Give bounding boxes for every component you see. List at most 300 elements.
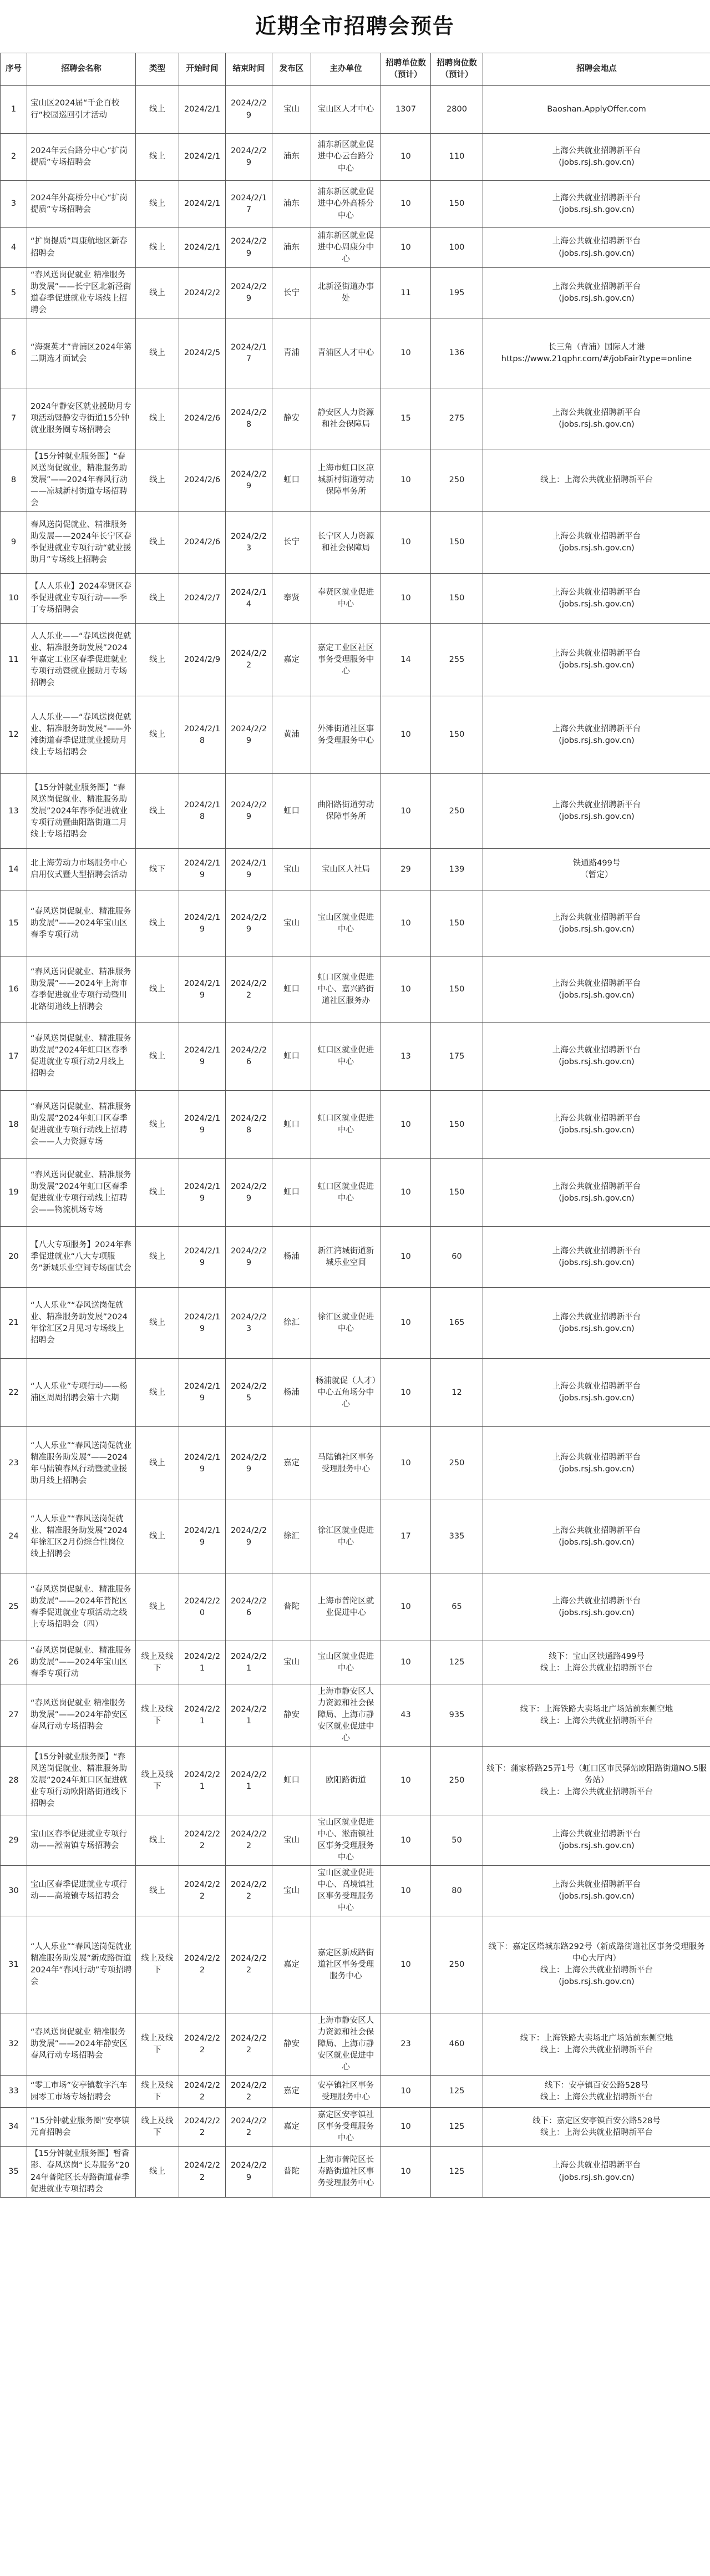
table-row xyxy=(1,1159,710,1227)
cell-no: 26 xyxy=(1,1641,27,1684)
cell-units: 10 xyxy=(381,134,431,181)
cell-name: 北上海劳动力市场服务中心启用仪式暨大型招聘会活动 xyxy=(27,849,136,890)
cell-type: 线上及线下 xyxy=(136,1684,179,1747)
cell-type: 线上 xyxy=(136,228,179,268)
cell-end: 2024/2/29 xyxy=(226,1227,272,1288)
cell-start: 2024/2/18 xyxy=(179,696,226,774)
cell-organizer: 上海市普陀区就业促进中心 xyxy=(311,1573,381,1641)
cell-jobs: 250 xyxy=(431,774,483,849)
cell-type: 线上 xyxy=(136,1427,179,1500)
cell-jobs: 150 xyxy=(431,957,483,1023)
table-row xyxy=(1,574,710,624)
cell-start: 2024/2/19 xyxy=(179,1500,226,1573)
cell-jobs: 250 xyxy=(431,1916,483,2013)
cell-name: 【15分钟就业服务圈】“春风送岗促就业、精准服务助发展”2024年虹口区促进就业专项行动欧阳路街道线下招聘会 xyxy=(27,1747,136,1815)
cell-end: 2024/2/29 xyxy=(226,1159,272,1227)
cell-end: 2024/2/22 xyxy=(226,1916,272,2013)
cell-units: 10 xyxy=(381,2076,431,2108)
cell-type: 线上 xyxy=(136,1359,179,1427)
cell-end: 2024/2/26 xyxy=(226,1023,272,1091)
table-row xyxy=(1,1815,710,1866)
cell-start: 2024/2/21 xyxy=(179,1684,226,1747)
cell-organizer: 虹口区就业促进中心 xyxy=(311,1091,381,1159)
cell-start: 2024/2/6 xyxy=(179,388,226,449)
cell-start: 2024/2/19 xyxy=(179,1359,226,1427)
cell-name: “春风送岗促就业、精准服务助发展”2024年虹口区春季促进就业专项行动线上招聘会——物流机场专场 xyxy=(27,1159,136,1227)
header-location: 招聘会地点 xyxy=(483,53,710,86)
cell-units: 17 xyxy=(381,1500,431,1573)
cell-no: 23 xyxy=(1,1427,27,1500)
cell-end: 2024/2/29 xyxy=(226,134,272,181)
table-row xyxy=(1,449,710,512)
cell-name: 【八大专项服务】2024年春季促进就业“八大专项服务”新城乐业空间专场面试会 xyxy=(27,1227,136,1288)
cell-district: 浦东 xyxy=(272,228,311,268)
cell-organizer: 宝山区就业促进中心、淞南镇社区事务受理服务中心 xyxy=(311,1815,381,1866)
cell-location: 上海公共就业招聘新平台 (jobs.rsj.sh.gov.cn) xyxy=(483,574,710,624)
cell-location: Baoshan.ApplyOffer.com xyxy=(483,86,710,134)
cell-organizer: 长宁区人力资源和社会保障局 xyxy=(311,512,381,574)
cell-end: 2024/2/17 xyxy=(226,318,272,388)
cell-jobs: 250 xyxy=(431,449,483,512)
cell-location: 上海公共就业招聘新平台 (jobs.rsj.sh.gov.cn) xyxy=(483,388,710,449)
cell-district: 虹口 xyxy=(272,957,311,1023)
cell-end: 2024/2/22 xyxy=(226,957,272,1023)
cell-start: 2024/2/7 xyxy=(179,574,226,624)
table-row xyxy=(1,1916,710,2013)
table-row xyxy=(1,849,710,890)
cell-name: “春风送岗促就业、精准服务助发展”——2024年普陀区春季促进就业专项活动之线上专场招聘会（四） xyxy=(27,1573,136,1641)
cell-no: 9 xyxy=(1,512,27,574)
cell-district: 宝山 xyxy=(272,86,311,134)
cell-units: 10 xyxy=(381,890,431,957)
cell-district: 宝山 xyxy=(272,1866,311,1916)
cell-type: 线上及线下 xyxy=(136,2076,179,2108)
cell-name: 【15分钟就业服务圈】“春风送岗促就业，精准服务助发展”——2024年春风行动——凉城新村街道专场招聘会 xyxy=(27,449,136,512)
cell-type: 线上 xyxy=(136,134,179,181)
cell-organizer: 虹口区就业促进中心、嘉兴路街道社区服务办 xyxy=(311,957,381,1023)
cell-district: 静安 xyxy=(272,388,311,449)
cell-no: 29 xyxy=(1,1815,27,1866)
cell-location: 上海公共就业招聘新平台 (jobs.rsj.sh.gov.cn) xyxy=(483,228,710,268)
cell-units: 14 xyxy=(381,624,431,696)
cell-end: 2024/2/17 xyxy=(226,181,272,228)
cell-type: 线上及线下 xyxy=(136,1916,179,2013)
cell-location: 上海公共就业招聘新平台 (jobs.rsj.sh.gov.cn) xyxy=(483,1023,710,1091)
cell-start: 2024/2/19 xyxy=(179,1427,226,1500)
cell-units: 10 xyxy=(381,1815,431,1866)
cell-location: 线下：嘉定区安亭镇百安公路528号 线上：上海公共就业招聘新平台 xyxy=(483,2108,710,2147)
cell-units: 10 xyxy=(381,1747,431,1815)
cell-jobs: 136 xyxy=(431,318,483,388)
cell-no: 2 xyxy=(1,134,27,181)
cell-organizer: 宝山区就业促进中心、高境镇社区事务受理服务中心 xyxy=(311,1866,381,1916)
header-organizer: 主办单位 xyxy=(311,53,381,86)
cell-district: 虹口 xyxy=(272,1159,311,1227)
table-row xyxy=(1,512,710,574)
cell-location: 上海公共就业招聘新平台 (jobs.rsj.sh.gov.cn) xyxy=(483,696,710,774)
cell-location: 线下：嘉定区塔城东路292号（新成路街道社区事务受理服务中心大厅内） 线上：上海公共就业招聘新平台 (jobs.rsj.sh.gov.cn) xyxy=(483,1916,710,2013)
cell-end: 2024/2/28 xyxy=(226,1091,272,1159)
cell-jobs: 150 xyxy=(431,696,483,774)
table-row xyxy=(1,1227,710,1288)
cell-end: 2024/2/29 xyxy=(226,890,272,957)
cell-district: 静安 xyxy=(272,2013,311,2076)
cell-no: 34 xyxy=(1,2108,27,2147)
table-row xyxy=(1,1866,710,1916)
cell-organizer: 马陆镇社区事务受理服务中心 xyxy=(311,1427,381,1500)
cell-jobs: 150 xyxy=(431,1091,483,1159)
table-row xyxy=(1,2147,710,2197)
cell-start: 2024/2/19 xyxy=(179,890,226,957)
cell-district: 普陀 xyxy=(272,2147,311,2197)
cell-start: 2024/2/6 xyxy=(179,512,226,574)
cell-organizer: 上海市静安区人力资源和社会保障局、上海市静安区就业促进中心 xyxy=(311,1684,381,1747)
cell-name: “人人乐业”“春风送岗促就业、精准服务助发展”2024年徐汇区2月见习专场线上招聘会 xyxy=(27,1288,136,1359)
cell-jobs: 195 xyxy=(431,268,483,318)
cell-type: 线上 xyxy=(136,388,179,449)
cell-jobs: 110 xyxy=(431,134,483,181)
cell-end: 2024/2/22 xyxy=(226,624,272,696)
cell-location: 上海公共就业招聘新平台 (jobs.rsj.sh.gov.cn) xyxy=(483,1288,710,1359)
cell-location: 上海公共就业招聘新平台 (jobs.rsj.sh.gov.cn) xyxy=(483,1091,710,1159)
cell-district: 宝山 xyxy=(272,849,311,890)
cell-no: 22 xyxy=(1,1359,27,1427)
cell-type: 线上 xyxy=(136,1500,179,1573)
cell-start: 2024/2/9 xyxy=(179,624,226,696)
cell-name: 人人乐业——“春风送岗促就业、精准服务助发展”——外滩街道春季促进就业援助月线上专场招聘会 xyxy=(27,696,136,774)
cell-location: 上海公共就业招聘新平台 (jobs.rsj.sh.gov.cn) xyxy=(483,512,710,574)
cell-organizer: 浦东新区就业促进中心云台路分中心 xyxy=(311,134,381,181)
cell-end: 2024/2/23 xyxy=(226,1288,272,1359)
cell-jobs: 150 xyxy=(431,574,483,624)
cell-organizer: 曲阳路街道劳动保障事务所 xyxy=(311,774,381,849)
cell-name: “春风送岗促就业、精准服务助发展”——2024年上海市春季促进就业专项行动暨川北路街道线上招聘会 xyxy=(27,957,136,1023)
header-units: 招聘单位数 （预计） xyxy=(381,53,431,86)
cell-units: 10 xyxy=(381,574,431,624)
table-row xyxy=(1,318,710,388)
cell-units: 15 xyxy=(381,388,431,449)
cell-location: 上海公共就业招聘新平台 (jobs.rsj.sh.gov.cn) xyxy=(483,1500,710,1573)
cell-organizer: 嘉定工业区社区事务受理服务中心 xyxy=(311,624,381,696)
cell-district: 青浦 xyxy=(272,318,311,388)
cell-units: 11 xyxy=(381,268,431,318)
cell-name: 宝山区2024届“千企百校行”校园巡回引才活动 xyxy=(27,86,136,134)
cell-organizer: 浦东新区就业促进中心外高桥分中心 xyxy=(311,181,381,228)
cell-location: 上海公共就业招聘新平台 (jobs.rsj.sh.gov.cn) xyxy=(483,890,710,957)
cell-jobs: 165 xyxy=(431,1288,483,1359)
header-jobs: 招聘岗位数 （预计） xyxy=(431,53,483,86)
cell-units: 10 xyxy=(381,957,431,1023)
cell-name: “人人乐业”“春风送岗促就业、精准服务助发展”2024年徐汇区2月份综合性岗位线上招聘会 xyxy=(27,1500,136,1573)
cell-units: 10 xyxy=(381,181,431,228)
cell-type: 线上 xyxy=(136,1815,179,1866)
cell-organizer: 浦东新区就业促进中心周康分中心 xyxy=(311,228,381,268)
cell-name: “春风送岗促就业 精准服务助发展”——2024年静安区春风行动专场招聘会 xyxy=(27,1684,136,1747)
cell-district: 虹口 xyxy=(272,1747,311,1815)
header-district: 发布区 xyxy=(272,53,311,86)
cell-units: 1307 xyxy=(381,86,431,134)
cell-type: 线上 xyxy=(136,1091,179,1159)
cell-no: 13 xyxy=(1,774,27,849)
cell-start: 2024/2/19 xyxy=(179,957,226,1023)
table-row xyxy=(1,2076,710,2108)
cell-no: 24 xyxy=(1,1500,27,1573)
table-row xyxy=(1,134,710,181)
header-end: 结束时间 xyxy=(226,53,272,86)
cell-units: 10 xyxy=(381,1916,431,2013)
cell-end: 2024/2/22 xyxy=(226,1866,272,1916)
cell-no: 14 xyxy=(1,849,27,890)
cell-jobs: 935 xyxy=(431,1684,483,1747)
cell-organizer: 青浦区人才中心 xyxy=(311,318,381,388)
cell-units: 10 xyxy=(381,228,431,268)
cell-district: 宝山 xyxy=(272,890,311,957)
cell-name: “春风送岗促就业、精准服务助发展”——2024年宝山区春季专项行动 xyxy=(27,890,136,957)
header-start: 开始时间 xyxy=(179,53,226,86)
cell-no: 21 xyxy=(1,1288,27,1359)
cell-organizer: 杨浦就促（人才）中心五角场分中心 xyxy=(311,1359,381,1427)
cell-organizer: 嘉定区新成路街道社区事务受理服务中心 xyxy=(311,1916,381,2013)
cell-location: 上海公共就业招聘新平台 (jobs.rsj.sh.gov.cn) xyxy=(483,1866,710,1916)
cell-end: 2024/2/22 xyxy=(226,2108,272,2147)
cell-units: 10 xyxy=(381,1866,431,1916)
cell-location: 上海公共就业招聘新平台 (jobs.rsj.sh.gov.cn) xyxy=(483,1427,710,1500)
cell-end: 2024/2/19 xyxy=(226,849,272,890)
cell-type: 线上 xyxy=(136,268,179,318)
cell-district: 嘉定 xyxy=(272,624,311,696)
cell-organizer: 上海市虹口区凉城新村街道劳动保障事务所 xyxy=(311,449,381,512)
table-row xyxy=(1,1747,710,1815)
cell-jobs: 125 xyxy=(431,2147,483,2197)
cell-start: 2024/2/18 xyxy=(179,774,226,849)
cell-jobs: 60 xyxy=(431,1227,483,1288)
cell-name: 人人乐业——“春风送岗促就业、精准服务助发展”2024年嘉定工业区春季促进就业专项行动暨就业援助月专场招聘会 xyxy=(27,624,136,696)
table-row xyxy=(1,1023,710,1091)
cell-location: 线下：蒲家桥路25弄1号（虹口区市民驿站欧阳路街道NO.5服务站） 线上：上海公共就业招聘新平台 xyxy=(483,1747,710,1815)
cell-district: 嘉定 xyxy=(272,1916,311,2013)
cell-end: 2024/2/29 xyxy=(226,2147,272,2197)
cell-location: 上海公共就业招聘新平台 (jobs.rsj.sh.gov.cn) xyxy=(483,1573,710,1641)
cell-start: 2024/2/19 xyxy=(179,1227,226,1288)
cell-no: 8 xyxy=(1,449,27,512)
cell-no: 11 xyxy=(1,624,27,696)
table-row xyxy=(1,774,710,849)
table-row xyxy=(1,86,710,134)
table-row xyxy=(1,181,710,228)
cell-location: 上海公共就业招聘新平台 (jobs.rsj.sh.gov.cn) xyxy=(483,134,710,181)
cell-organizer: 徐汇区就业促进中心 xyxy=(311,1288,381,1359)
cell-start: 2024/2/6 xyxy=(179,449,226,512)
cell-end: 2024/2/29 xyxy=(226,774,272,849)
cell-no: 31 xyxy=(1,1916,27,2013)
cell-end: 2024/2/21 xyxy=(226,1641,272,1684)
table-row xyxy=(1,1359,710,1427)
cell-district: 长宁 xyxy=(272,268,311,318)
cell-no: 28 xyxy=(1,1747,27,1815)
job-fair-table xyxy=(0,53,710,2198)
cell-end: 2024/2/29 xyxy=(226,228,272,268)
cell-end: 2024/2/29 xyxy=(226,1500,272,1573)
cell-no: 32 xyxy=(1,2013,27,2076)
cell-units: 10 xyxy=(381,1227,431,1288)
table-row xyxy=(1,228,710,268)
cell-name: “春风送岗促就业、精准服务助发展”——2024年宝山区春季专项行动 xyxy=(27,1641,136,1684)
cell-organizer: 欧阳路街道 xyxy=(311,1747,381,1815)
cell-start: 2024/2/22 xyxy=(179,1916,226,2013)
cell-units: 10 xyxy=(381,512,431,574)
cell-name: “人人乐业”“春风送岗促就业 精准服务助发展”——2024年马陆镇春风行动暨就业援助月线上招聘会 xyxy=(27,1427,136,1500)
cell-jobs: 80 xyxy=(431,1866,483,1916)
cell-organizer: 上海市普陀区长寿路街道社区事务受理服务中心 xyxy=(311,2147,381,2197)
cell-jobs: 100 xyxy=(431,228,483,268)
cell-units: 10 xyxy=(381,1427,431,1500)
cell-organizer: 徐汇区就业促进中心 xyxy=(311,1500,381,1573)
cell-end: 2024/2/29 xyxy=(226,86,272,134)
table-body xyxy=(1,86,710,2198)
cell-end: 2024/2/21 xyxy=(226,1684,272,1747)
cell-name: 宝山区春季促进就业专项行动——淞南镇专场招聘会 xyxy=(27,1815,136,1866)
cell-jobs: 65 xyxy=(431,1573,483,1641)
cell-no: 30 xyxy=(1,1866,27,1916)
table-row xyxy=(1,957,710,1023)
cell-district: 宝山 xyxy=(272,1815,311,1866)
cell-no: 17 xyxy=(1,1023,27,1091)
cell-type: 线上 xyxy=(136,181,179,228)
cell-start: 2024/2/22 xyxy=(179,2108,226,2147)
cell-end: 2024/2/25 xyxy=(226,1359,272,1427)
cell-start: 2024/2/19 xyxy=(179,849,226,890)
cell-end: 2024/2/22 xyxy=(226,2013,272,2076)
cell-name: “人人乐业”“春风送岗促就业 精准服务助发展”新成路街道2024年“春风行动”专项招聘会 xyxy=(27,1916,136,2013)
cell-type: 线上 xyxy=(136,318,179,388)
cell-name: 2024年静安区就业援助月专项活动暨静安寺街道15分钟就业服务圈专场招聘会 xyxy=(27,388,136,449)
table-row xyxy=(1,624,710,696)
table-row xyxy=(1,696,710,774)
cell-type: 线上 xyxy=(136,1023,179,1091)
cell-district: 杨浦 xyxy=(272,1359,311,1427)
cell-units: 23 xyxy=(381,2013,431,2076)
cell-name: 【人人乐业】2024奉贤区春季促进就业专项行动——季丁专场招聘会 xyxy=(27,574,136,624)
page-title: 近期全市招聘会预告 xyxy=(255,14,455,38)
cell-units: 10 xyxy=(381,1159,431,1227)
cell-district: 徐汇 xyxy=(272,1500,311,1573)
cell-district: 虹口 xyxy=(272,1091,311,1159)
cell-type: 线上 xyxy=(136,1288,179,1359)
cell-end: 2024/2/29 xyxy=(226,1427,272,1500)
cell-units: 10 xyxy=(381,2147,431,2197)
cell-location: 线上：上海公共就业招聘新平台 xyxy=(483,449,710,512)
cell-type: 线上 xyxy=(136,774,179,849)
cell-organizer: 外滩街道社区事务受理服务中心 xyxy=(311,696,381,774)
cell-location: 上海公共就业招聘新平台 (jobs.rsj.sh.gov.cn) xyxy=(483,1159,710,1227)
cell-type: 线上 xyxy=(136,1159,179,1227)
cell-jobs: 150 xyxy=(431,181,483,228)
cell-name: “人人乐业”专项行动——杨浦区周周招聘会第十六期 xyxy=(27,1359,136,1427)
cell-units: 10 xyxy=(381,318,431,388)
cell-jobs: 2800 xyxy=(431,86,483,134)
cell-units: 10 xyxy=(381,2108,431,2147)
cell-units: 10 xyxy=(381,1573,431,1641)
cell-organizer: 北新泾街道办事处 xyxy=(311,268,381,318)
cell-units: 10 xyxy=(381,1091,431,1159)
cell-location: 上海公共就业招聘新平台 (jobs.rsj.sh.gov.cn) xyxy=(483,624,710,696)
cell-no: 7 xyxy=(1,388,27,449)
cell-units: 13 xyxy=(381,1023,431,1091)
cell-no: 5 xyxy=(1,268,27,318)
cell-jobs: 150 xyxy=(431,512,483,574)
cell-units: 10 xyxy=(381,1288,431,1359)
cell-type: 线下 xyxy=(136,849,179,890)
cell-end: 2024/2/23 xyxy=(226,512,272,574)
cell-jobs: 12 xyxy=(431,1359,483,1427)
cell-no: 35 xyxy=(1,2147,27,2197)
cell-jobs: 150 xyxy=(431,1159,483,1227)
cell-jobs: 125 xyxy=(431,2076,483,2108)
cell-start: 2024/2/2 xyxy=(179,268,226,318)
cell-type: 线上 xyxy=(136,1866,179,1916)
cell-organizer: 宝山区就业促进中心 xyxy=(311,1641,381,1684)
cell-district: 黄浦 xyxy=(272,696,311,774)
cell-jobs: 460 xyxy=(431,2013,483,2076)
cell-district: 嘉定 xyxy=(272,1427,311,1500)
cell-jobs: 250 xyxy=(431,1747,483,1815)
cell-start: 2024/2/1 xyxy=(179,181,226,228)
cell-type: 线上及线下 xyxy=(136,1747,179,1815)
cell-name: 2024年外高桥分中心“扩岗提质”专场招聘会 xyxy=(27,181,136,228)
cell-name: “零工市场”安亭镇数字汽车园零工市场专场招聘会 xyxy=(27,2076,136,2108)
cell-no: 15 xyxy=(1,890,27,957)
cell-location: 上海公共就业招聘新平台 (jobs.rsj.sh.gov.cn) xyxy=(483,957,710,1023)
table-row xyxy=(1,2013,710,2076)
cell-type: 线上 xyxy=(136,890,179,957)
table-row xyxy=(1,1684,710,1747)
cell-organizer: 新江湾城街道新城乐业空间 xyxy=(311,1227,381,1288)
cell-start: 2024/2/22 xyxy=(179,1866,226,1916)
cell-name: “15分钟就业服务圈”安亭镇元育招聘会 xyxy=(27,2108,136,2147)
cell-location: 线下：宝山区铁通路499号 线上：上海公共就业招聘新平台 xyxy=(483,1641,710,1684)
cell-location: 上海公共就业招聘新平台 (jobs.rsj.sh.gov.cn) xyxy=(483,1227,710,1288)
cell-type: 线上及线下 xyxy=(136,2108,179,2147)
cell-start: 2024/2/19 xyxy=(179,1159,226,1227)
cell-location: 上海公共就业招聘新平台 (jobs.rsj.sh.gov.cn) xyxy=(483,2147,710,2197)
table-header-row xyxy=(1,53,710,86)
cell-end: 2024/2/29 xyxy=(226,696,272,774)
cell-no: 3 xyxy=(1,181,27,228)
cell-type: 线上 xyxy=(136,86,179,134)
cell-type: 线上 xyxy=(136,624,179,696)
cell-no: 6 xyxy=(1,318,27,388)
cell-type: 线上 xyxy=(136,449,179,512)
cell-start: 2024/2/1 xyxy=(179,86,226,134)
cell-district: 静安 xyxy=(272,1684,311,1747)
cell-units: 10 xyxy=(381,774,431,849)
cell-district: 奉贤 xyxy=(272,574,311,624)
cell-organizer: 上海市静安区人力资源和社会保障局、上海市静安区就业促进中心 xyxy=(311,2013,381,2076)
cell-organizer: 虹口区就业促进中心 xyxy=(311,1023,381,1091)
cell-start: 2024/2/20 xyxy=(179,1573,226,1641)
cell-end: 2024/2/21 xyxy=(226,1747,272,1815)
cell-location: 线下：安亭镇百安公路528号 线上：上海公共就业招聘新平台 xyxy=(483,2076,710,2108)
cell-type: 线上 xyxy=(136,2147,179,2197)
cell-jobs: 50 xyxy=(431,1815,483,1866)
cell-type: 线上 xyxy=(136,1227,179,1288)
cell-type: 线上 xyxy=(136,957,179,1023)
cell-district: 嘉定 xyxy=(272,2108,311,2147)
cell-name: 【15分钟就业服务圈】暂香影、春风送岗“长寿服务”2024年普陀区长寿路街道春季促进就业专项招聘会 xyxy=(27,2147,136,2197)
table-row xyxy=(1,268,710,318)
cell-location: 铁通路499号 （暂定） xyxy=(483,849,710,890)
cell-organizer: 安亭镇社区事务受理服务中心 xyxy=(311,2076,381,2108)
